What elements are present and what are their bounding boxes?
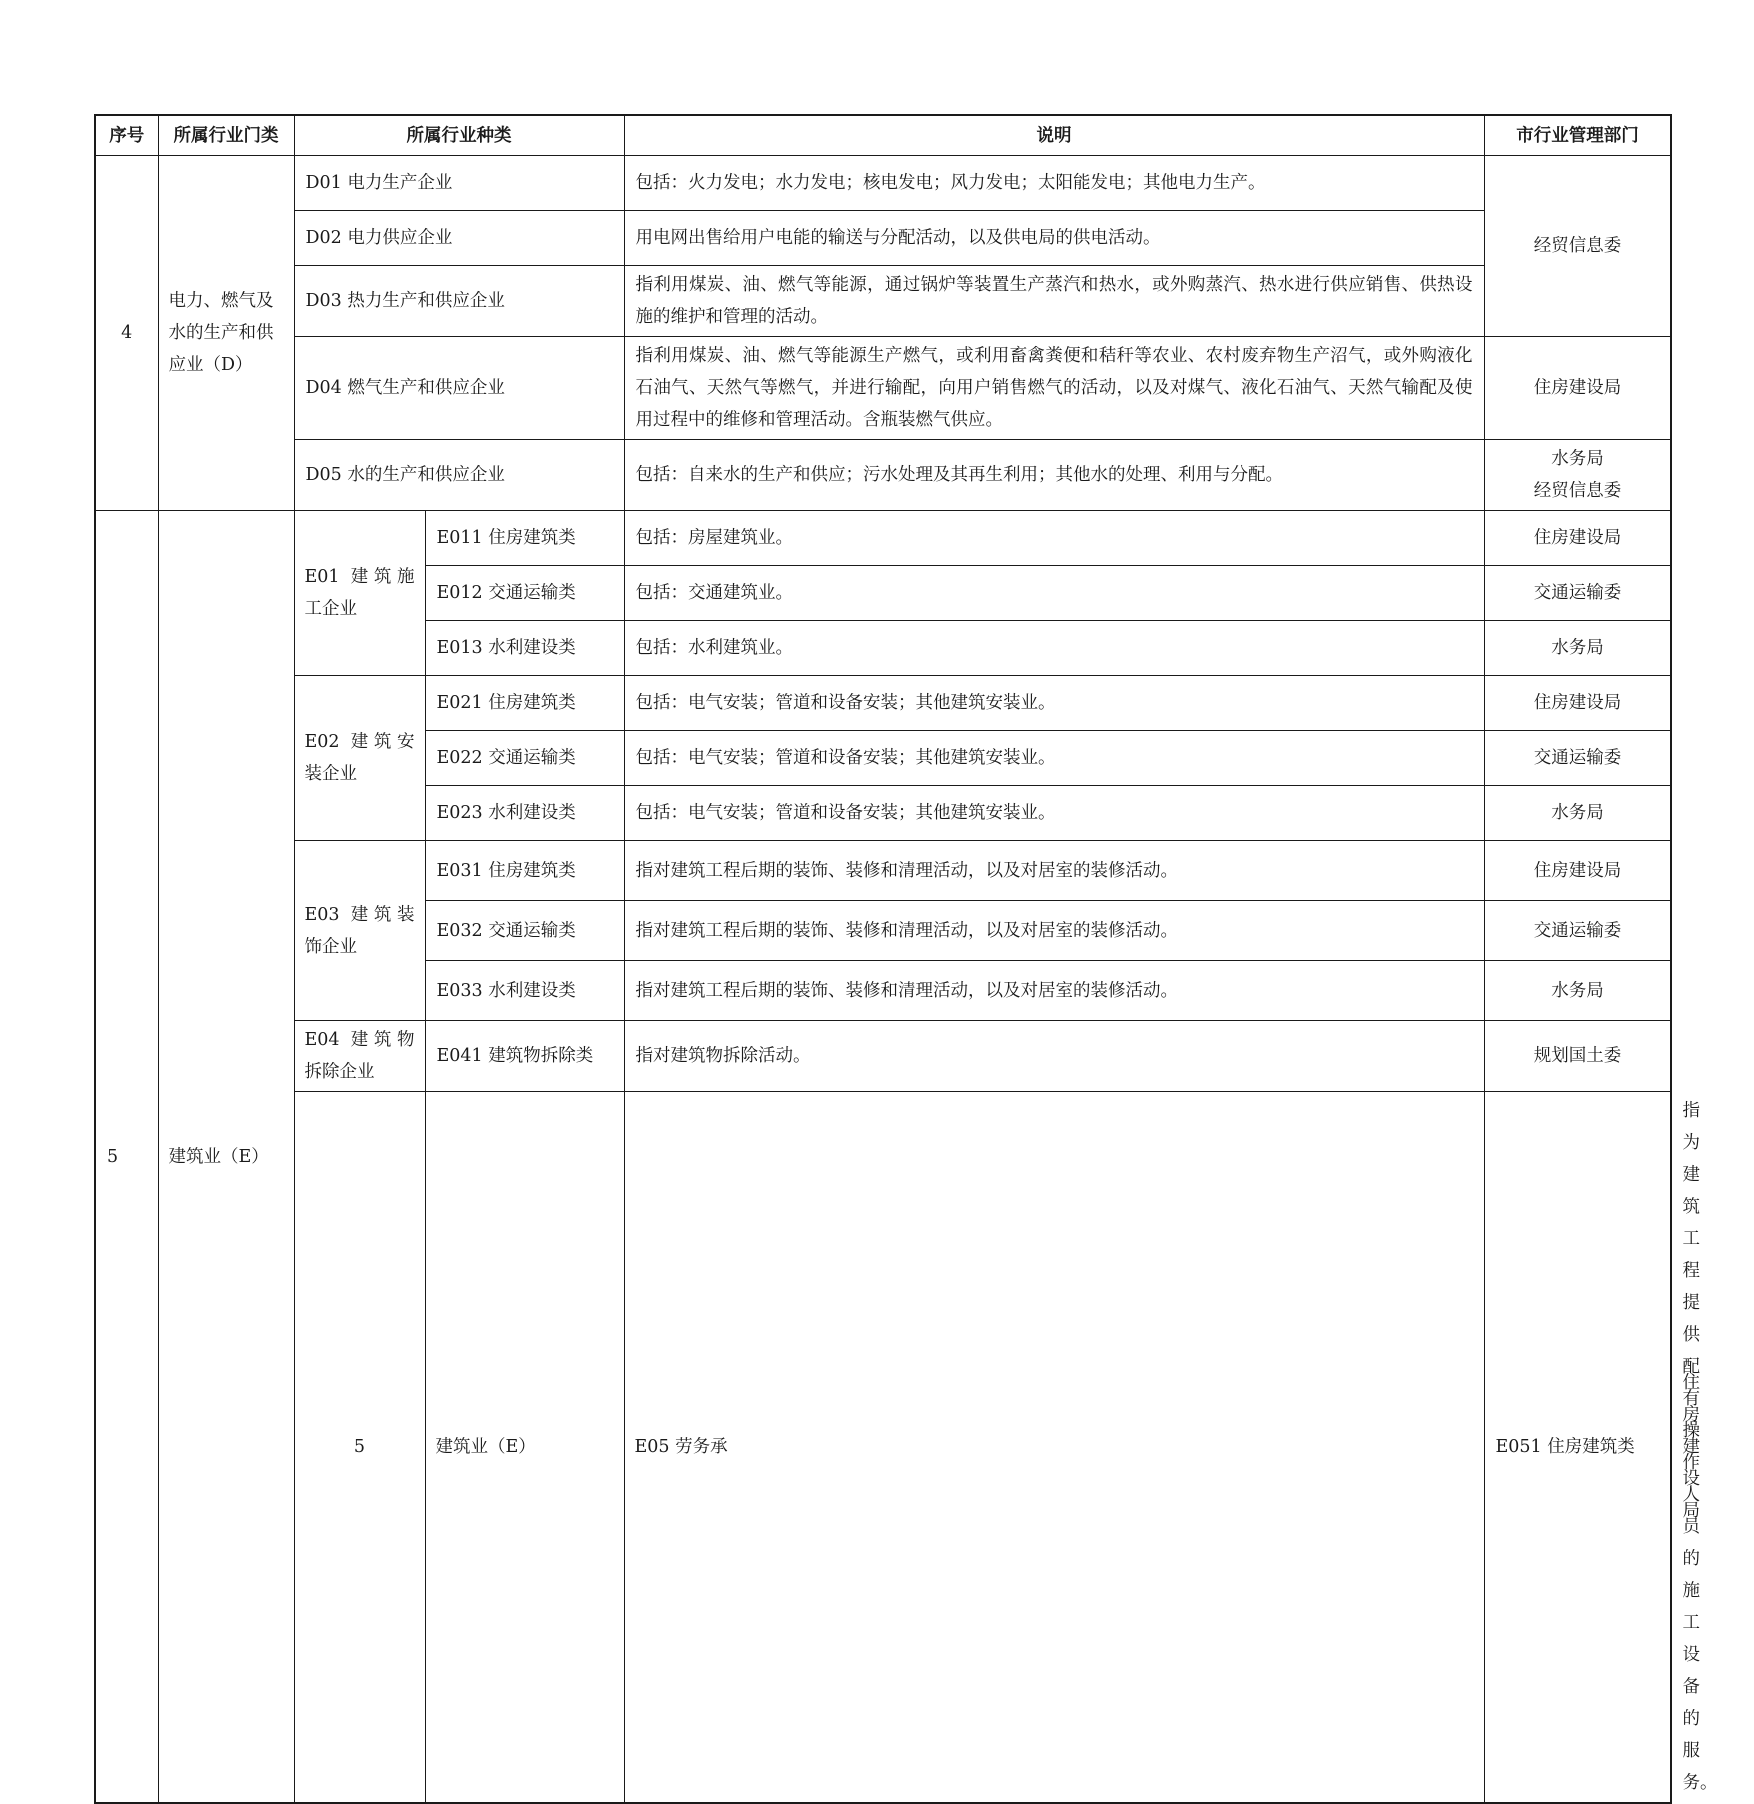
seq-cell: 5 (294, 1092, 425, 1804)
header-dept: 市行业管理部门 (1484, 115, 1671, 156)
desc-cell: 包括：水利建筑业。 (624, 621, 1484, 676)
dept-line: 经贸信息委 (1533, 481, 1622, 501)
table-row: 5 建筑业（E） E05 劳务承 E051 住房建筑类 指为建筑工程提供配有操作人员的施工设备的服务。 住房建设局 (95, 1092, 1671, 1804)
desc-cell: 用电网出售给用户电能的输送与分配活动，以及供电局的供电活动。 (624, 211, 1484, 266)
table-row (95, 337, 1671, 440)
dept-cell: 水务局 (1484, 621, 1671, 676)
dept-cell: 住房建设局 (1484, 511, 1671, 566)
header-desc: 说明 (624, 115, 1484, 156)
desc-cell: 指对建筑工程后期的装饰、装修和清理活动，以及对居室的装修活动。 (624, 901, 1484, 961)
group-cell: E01 建筑施工企业 (294, 511, 425, 676)
seq-cell: 4 (95, 156, 158, 511)
subtype-cell: E041 建筑物拆除类 (425, 1021, 624, 1092)
desc-cell: 包括：房屋建筑业。 (624, 511, 1484, 566)
subtype-cell: E011 住房建筑类 (425, 511, 624, 566)
dept-line: 水务局 (1551, 449, 1604, 469)
type-cell: D02 电力供应企业 (294, 211, 624, 266)
header-row (95, 115, 1671, 156)
desc-cell: 包括：电气安装；管道和设备安装；其他建筑安装业。 (624, 786, 1484, 841)
desc-cell: 包括：电气安装；管道和设备安装；其他建筑安装业。 (624, 731, 1484, 786)
type-cell: D01 电力生产企业 (294, 156, 624, 211)
header-seq: 序号 (95, 115, 158, 156)
dept-cell (1484, 440, 1671, 511)
subtype-cell: E012 交通运输类 (425, 566, 624, 621)
dept-cell: 规划国土委 (1484, 1021, 1671, 1092)
subtype-cell: E023 水利建设类 (425, 786, 624, 841)
table-row (95, 156, 1671, 211)
subtype-cell: E021 住房建筑类 (425, 676, 624, 731)
type-cell: D03 热力生产和供应企业 (294, 266, 624, 337)
industry-table (94, 114, 1718, 1804)
desc-cell: 包括：自来水的生产和供应；污水处理及其再生利用；其他水的处理、利用与分配。 (624, 440, 1484, 511)
subtype-cell: E022 交通运输类 (425, 731, 624, 786)
seq-cell: 5 (95, 511, 158, 1804)
dept-cell: 经贸信息委 (1484, 156, 1671, 337)
dept-cell: 交通运输委 (1484, 731, 1671, 786)
group-cell: E03 建筑装饰企业 (294, 841, 425, 1021)
group-cell: E02 建筑安装企业 (294, 676, 425, 841)
category-cell: 建筑业（E） (158, 511, 294, 1804)
category-cell: 建筑业（E） (425, 1092, 624, 1804)
subtype-cell: E013 水利建设类 (425, 621, 624, 676)
table-row (95, 676, 1671, 731)
header-type: 所属行业种类 (294, 115, 624, 156)
header-category: 所属行业门类 (158, 115, 294, 156)
dept-cell: 交通运输委 (1484, 901, 1671, 961)
desc-cell: 包括：电气安装；管道和设备安装；其他建筑安装业。 (624, 676, 1484, 731)
group-cell: E05 劳务承 (624, 1092, 1484, 1804)
subtype-cell: E032 交通运输类 (425, 901, 624, 961)
dept-cell: 水务局 (1484, 961, 1671, 1021)
desc-cell: 指对建筑工程后期的装饰、装修和清理活动，以及对居室的装修活动。 (624, 961, 1484, 1021)
desc-cell: 包括：交通建筑业。 (624, 566, 1484, 621)
dept-cell: 住房建设局 (1484, 676, 1671, 731)
desc-cell: 指对建筑工程后期的装饰、装修和清理活动，以及对居室的装修活动。 (624, 841, 1484, 901)
dept-cell: 住房建设局 (1484, 337, 1671, 440)
table-row (95, 211, 1671, 266)
subtype-cell: E051 住房建筑类 (1484, 1092, 1671, 1804)
desc-cell: 指对建筑物拆除活动。 (624, 1021, 1484, 1092)
desc-cell: 包括：火力发电；水力发电；核电发电；风力发电；太阳能发电；其他电力生产。 (624, 156, 1484, 211)
subtype-cell: E031 住房建筑类 (425, 841, 624, 901)
dept-cell: 交通运输委 (1484, 566, 1671, 621)
category-cell: 电力、燃气及水的生产和供应业（D） (158, 156, 294, 511)
subtype-cell: E033 水利建设类 (425, 961, 624, 1021)
table-row (95, 841, 1671, 901)
dept-cell: 住房建设局 (1484, 841, 1671, 901)
desc-cell: 指利用煤炭、油、燃气等能源，通过锅炉等装置生产蒸汽和热水，或外购蒸汽、热水进行供应销售、供热设施的维护和管理的活动。 (624, 266, 1484, 337)
desc-cell: 指利用煤炭、油、燃气等能源生产燃气，或利用畜禽粪便和秸秆等农业、农村废弃物生产沼气，或外购液化石油气、天然气等燃气，并进行输配，向用户销售燃气的活动，以及对煤气、液化石油气、天然气输配及使用过程中的维修和管理活动。含瓶装燃气供应。 (624, 337, 1484, 440)
group-cell: E04 建筑物拆除企业 (294, 1021, 425, 1092)
dept-cell: 水务局 (1484, 786, 1671, 841)
type-cell: D05 水的生产和供应企业 (294, 440, 624, 511)
table-row (95, 1021, 1671, 1092)
table-row (95, 440, 1671, 511)
type-cell: D04 燃气生产和供应企业 (294, 337, 624, 440)
table-row (95, 511, 1671, 566)
table-row (95, 266, 1671, 337)
